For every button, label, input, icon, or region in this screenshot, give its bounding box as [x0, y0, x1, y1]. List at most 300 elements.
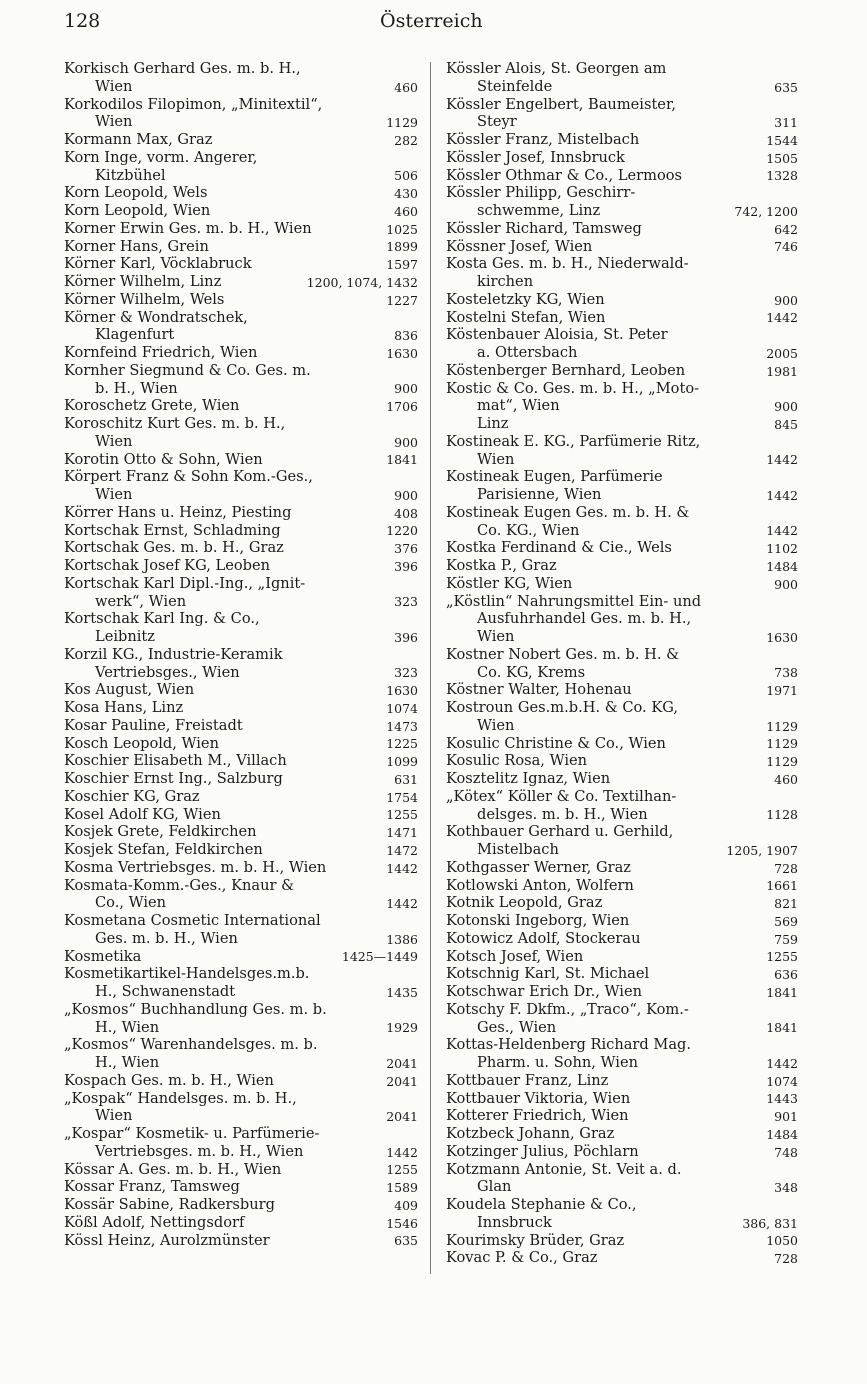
- entry-page-ref: 282: [390, 132, 418, 149]
- entry-name: Körner Wilhelm, Linz: [64, 273, 222, 290]
- entry-name: Kostner Nobert Ges. m. b. H. &: [446, 645, 680, 663]
- entry-continuation: Innsbruck: [477, 1213, 552, 1231]
- entry-page-ref: 1129: [382, 114, 418, 131]
- directory-entry: [64, 770, 418, 788]
- directory-entry: [64, 681, 418, 699]
- directory-entry: [446, 1036, 798, 1072]
- entry-name: Köstenbauer Aloisia, St. Peter: [446, 326, 668, 344]
- directory-entry: [446, 735, 798, 753]
- entry-page-ref: 1328: [762, 167, 798, 184]
- entry-name: Kosjek Grete, Feldkirchen: [64, 823, 257, 841]
- entry-page-ref: 635: [390, 1232, 418, 1249]
- entry-name: Kortschak Karl Ing. & Co.,: [64, 610, 260, 628]
- directory-entry: [446, 894, 798, 912]
- directory-entry: [446, 912, 798, 930]
- directory-entry: [64, 965, 418, 1001]
- directory-entry: [446, 752, 798, 770]
- entry-page-ref: 1505: [762, 150, 798, 167]
- entry-name: Korotin Otto & Sohn, Wien: [64, 450, 263, 468]
- entry-name: Kosmetika: [64, 947, 142, 965]
- entry-name: Kostineak E. KG., Parfümerie Ritz,: [446, 432, 701, 450]
- entry-page-ref: 746: [770, 238, 798, 255]
- entry-name: Kostineak Eugen, Parfümerie: [446, 468, 663, 486]
- entry-name: Körner Wilhelm, Wels: [64, 290, 225, 308]
- entry-page-ref: 569: [770, 913, 798, 930]
- entry-page-ref: 1841: [762, 1019, 798, 1036]
- entry-page-ref: 323: [390, 593, 418, 610]
- entry-name: Kotzmann Antonie, St. Veit a. d.: [446, 1160, 682, 1178]
- entry-name: Kotzbeck Johann, Graz: [446, 1125, 615, 1142]
- entry-page-ref: 1205, 1907: [722, 842, 798, 859]
- entry-name: Kößl Adolf, Nettingsdorf: [64, 1213, 245, 1231]
- entry-page-ref: 1128: [762, 806, 798, 823]
- entry-continuation: Wien: [95, 113, 133, 131]
- entry-name: Koudela Stephanie & Co.,: [446, 1196, 637, 1213]
- entry-name: „Kospak“ Handelsges. m. b. H.,: [64, 1089, 297, 1107]
- directory-entry: [446, 255, 798, 291]
- entry-page-ref: 900: [390, 487, 418, 504]
- entry-page-ref: 1589: [382, 1179, 418, 1196]
- directory-entry: [64, 60, 418, 96]
- entry-page-ref: 1102: [762, 540, 798, 557]
- entry-continuation: werk“, Wien: [95, 592, 187, 610]
- entry-continuation: Wien: [477, 716, 515, 734]
- directory-entry: [446, 468, 798, 504]
- directory-entry: [446, 362, 798, 380]
- entry-continuation: Wien: [95, 432, 133, 450]
- entry-name: Kosma Vertriebsges. m. b. H., Wien: [64, 858, 327, 876]
- entry-name: Kotonski Ingeborg, Wien: [446, 912, 630, 929]
- entry-page-ref: 1129: [762, 718, 798, 735]
- entry-name: Kosar Pauline, Freistadt: [64, 716, 243, 734]
- entry-name: Koschier KG, Graz: [64, 787, 200, 805]
- entry-page-ref: 1200, 1074, 1432: [303, 274, 418, 291]
- directory-entry: [446, 557, 798, 575]
- directory-entry: [446, 184, 798, 220]
- entry-page-ref: 821: [770, 895, 798, 912]
- directory-entry: [64, 96, 418, 132]
- directory-entry: [64, 220, 418, 238]
- directory-entry: [64, 752, 418, 770]
- directory-entry: [446, 433, 798, 469]
- directory-entry: [64, 841, 418, 859]
- directory-entry: [64, 1161, 418, 1179]
- entry-page-ref: 728: [770, 1250, 798, 1267]
- entry-page-ref: 900: [770, 398, 798, 415]
- entry-continuation: a. Ottersbach: [477, 344, 578, 361]
- entry-page-ref: 900: [770, 576, 798, 593]
- directory-entry: [446, 788, 798, 824]
- entry-page-ref: 1129: [762, 753, 798, 770]
- entry-name: Kostroun Ges.m.b.H. & Co. KG,: [446, 699, 679, 716]
- entry-name: Koroschetz Grete, Wien: [64, 397, 240, 415]
- entry-name: Kotterer Friedrich, Wien: [446, 1107, 629, 1125]
- entry-name: Koschier Ernst Ing., Salzburg: [64, 770, 283, 787]
- entry-page-ref: 1929: [382, 1019, 418, 1036]
- entry-name: Kortschak Ges. m. b. H., Graz: [64, 539, 284, 557]
- entry-page-ref: 1981: [762, 363, 798, 380]
- entry-name: Korn Leopold, Wien: [64, 202, 211, 219]
- entry-name: Kössner Josef, Wien: [446, 237, 593, 255]
- entry-name: Kothgasser Werner, Graz: [446, 858, 631, 876]
- directory-entry: [64, 131, 418, 149]
- entry-page-ref: 635: [770, 79, 798, 96]
- entry-page-ref: 1099: [382, 753, 418, 770]
- directory-entry: [64, 1196, 418, 1214]
- entry-name: Kormann Max, Graz: [64, 131, 213, 148]
- entry-name: Kos August, Wien: [64, 681, 195, 699]
- entry-name: Kornfeind Friedrich, Wien: [64, 344, 258, 361]
- directory-entry: [64, 397, 418, 415]
- entry-name: Kosmetikartikel-Handelsges.m.b.: [64, 965, 310, 983]
- directory-entry: [446, 238, 798, 256]
- directory-entry: [446, 1072, 798, 1090]
- entry-continuation: Mistelbach: [477, 841, 559, 858]
- directory-entry: [64, 468, 418, 504]
- entry-page-ref: 1425—1449: [338, 948, 418, 965]
- directory-entry: [446, 770, 798, 788]
- entry-page-ref: 1471: [382, 824, 418, 841]
- entry-page-ref: 1220: [382, 522, 418, 539]
- entry-continuation: Pharm. u. Sohn, Wien: [477, 1054, 638, 1071]
- entry-name: Kosulic Christine & Co., Wien: [446, 734, 666, 752]
- entry-page-ref: 636: [770, 966, 798, 983]
- entry-name: Kospach Ges. m. b. H., Wien: [64, 1071, 274, 1089]
- directory-entry: [64, 344, 418, 362]
- directory-entry: [446, 149, 798, 167]
- entry-page-ref: 2005: [762, 345, 798, 362]
- directory-entry: [64, 273, 418, 291]
- entry-continuation: Klagenfurt: [95, 326, 175, 344]
- entry-page-ref: 1443: [762, 1090, 798, 1107]
- left-column: [64, 60, 418, 1249]
- directory-entry: [446, 1090, 798, 1108]
- entry-continuation: Kitzbühel: [95, 166, 166, 184]
- directory-entry: [446, 948, 798, 966]
- entry-name: Kössler Josef, Innsbruck: [446, 148, 625, 166]
- entry-name: Kotschnig Karl, St. Michael: [446, 965, 650, 983]
- entry-name: Kottas-Heldenberg Richard Mag.: [446, 1036, 692, 1054]
- entry-name: Kössler Engelbert, Baumeister,: [446, 95, 676, 113]
- entry-name: Korn Inge, vorm. Angerer,: [64, 148, 258, 166]
- entry-page-ref: 1754: [382, 789, 418, 806]
- directory-entry: [446, 96, 798, 132]
- directory-entry: [64, 451, 418, 469]
- entry-name: Kotschwar Erich Dr., Wien: [446, 983, 642, 1000]
- entry-page-ref: 2041: [382, 1073, 418, 1090]
- directory-entry: [446, 593, 798, 646]
- entry-page-ref: 1841: [382, 451, 418, 468]
- entry-page-ref: 1386: [382, 931, 418, 948]
- entry-page-ref: 386, 831: [738, 1215, 798, 1232]
- entry-page-ref: 1442: [762, 451, 798, 468]
- directory-entry: [64, 735, 418, 753]
- entry-name: Körpert Franz & Sohn Kom.-Ges.,: [64, 468, 313, 486]
- entry-continuation: kirchen: [477, 273, 534, 290]
- entry-page-ref: 1442: [382, 860, 418, 877]
- entry-name: Kosulic Rosa, Wien: [446, 752, 588, 770]
- entry-name: Kosch Leopold, Wien: [64, 734, 219, 752]
- entry-continuation: Vertriebsges., Wien: [95, 663, 240, 681]
- entry-continuation: H., Wien: [95, 1018, 160, 1036]
- directory-entry: [446, 983, 798, 1001]
- entry-page-ref: 631: [390, 771, 418, 788]
- entry-page-ref: 1899: [382, 238, 418, 255]
- directory-entry: [64, 788, 418, 806]
- directory-entry: [64, 1001, 418, 1037]
- entry-continuation: Ges., Wien: [477, 1018, 557, 1036]
- entry-name: Kössler Richard, Tamsweg: [446, 219, 642, 237]
- entry-name: Kostelni Stefan, Wien: [446, 308, 606, 326]
- entry-name: Koroschitz Kurt Ges. m. b. H.,: [64, 415, 286, 432]
- entry-page-ref: 1225: [382, 735, 418, 752]
- entry-name: Kössar A. Ges. m. b. H., Wien: [64, 1160, 282, 1178]
- directory-entry: [446, 965, 798, 983]
- directory-entry: [64, 557, 418, 575]
- entry-page-ref: 1706: [382, 398, 418, 415]
- directory-entry: [64, 575, 418, 611]
- entry-continuation: Glan: [477, 1178, 512, 1196]
- column-divider: [430, 62, 431, 1274]
- entry-name: Koschier Elisabeth M., Villach: [64, 752, 287, 770]
- directory-entry: [446, 1143, 798, 1161]
- entry-name: Kössler Franz, Mistelbach: [446, 131, 640, 148]
- entry-page-ref: 460: [390, 203, 418, 220]
- entry-page-ref: 1442: [762, 1055, 798, 1072]
- entry-page-ref: 738: [770, 664, 798, 681]
- entry-continuation: Wien: [95, 486, 133, 503]
- directory-entry: [64, 912, 418, 948]
- entry-page-ref: 1074: [762, 1073, 798, 1090]
- directory-entry: [446, 1161, 798, 1197]
- entry-page-ref: 900: [390, 434, 418, 451]
- entry-page-ref: 396: [390, 629, 418, 646]
- entry-page-ref: 748: [770, 1144, 798, 1161]
- entry-continuation: mat“, Wien: [477, 397, 560, 415]
- entry-page-ref: 1442: [762, 487, 798, 504]
- page-title: Österreich: [380, 10, 483, 32]
- entry-page-ref: 759: [770, 931, 798, 948]
- entry-page-ref: 742, 1200: [730, 203, 798, 220]
- entry-name: Kostineak Eugen Ges. m. b. H. &: [446, 503, 690, 521]
- entry-page-ref: 1255: [382, 806, 418, 823]
- directory-entry: [64, 149, 418, 185]
- entry-name: Kosel Adolf KG, Wien: [64, 805, 221, 823]
- directory-entry: [64, 415, 418, 451]
- directory-entry: [446, 575, 798, 593]
- directory-entry: [446, 167, 798, 185]
- entry-name: Kortschak Josef KG, Leoben: [64, 557, 270, 574]
- directory-entry: [446, 1125, 798, 1143]
- entry-name: Kosmata-Komm.-Ges., Knaur &: [64, 876, 295, 894]
- directory-entry: [64, 877, 418, 913]
- entry-continuation: Steinfelde: [477, 77, 553, 95]
- entry-name: Kössler Alois, St. Georgen am: [446, 60, 667, 77]
- entry-name: Korzil KG., Industrie-Keramik: [64, 645, 283, 663]
- entry-continuation: Wien: [95, 77, 133, 95]
- entry-continuation: Ges. m. b. H., Wien: [95, 929, 238, 947]
- entry-name: Kössler Philipp, Geschirr-: [446, 184, 636, 202]
- entry-name: „Kötex“ Köller & Co. Textilhan-: [446, 787, 677, 805]
- entry-page-ref: 311: [770, 114, 798, 131]
- entry-name: Kosjek Stefan, Feldkirchen: [64, 841, 263, 858]
- entry-page-ref: 2041: [382, 1108, 418, 1125]
- directory-entry: [446, 380, 798, 416]
- entry-name: „Kosmos“ Warenhandelsges. m. b.: [64, 1036, 318, 1054]
- entry-name: Korner Hans, Grein: [64, 237, 209, 255]
- entry-name: Kossar Franz, Tamsweg: [64, 1178, 240, 1196]
- directory-entry: [446, 415, 798, 433]
- entry-name: „Kosmos“ Buchhandlung Ges. m. b.: [64, 1000, 327, 1018]
- entry-name: Korn Leopold, Wels: [64, 184, 208, 202]
- entry-name: Kotnik Leopold, Graz: [446, 894, 603, 912]
- directory-entry: [64, 309, 418, 345]
- directory-entry: [64, 238, 418, 256]
- entry-page-ref: 728: [770, 860, 798, 877]
- directory-entry: [64, 806, 418, 824]
- entry-name: Kotsch Josef, Wien: [446, 947, 584, 965]
- entry-name: Korkodilos Filopimon, „Minitextil“,: [64, 95, 323, 113]
- entry-name: Kotlowski Anton, Wolfern: [446, 876, 634, 894]
- entry-page-ref: 1841: [762, 984, 798, 1001]
- directory-entry: [64, 255, 418, 273]
- entry-page-ref: 376: [390, 540, 418, 557]
- entry-page-ref: 1025: [382, 221, 418, 238]
- entry-name: Körner Karl, Vöcklabruck: [64, 255, 252, 273]
- entry-continuation: Wien: [477, 450, 515, 468]
- entry-name: Kossär Sabine, Radkersburg: [64, 1196, 275, 1213]
- directory-entry: [64, 291, 418, 309]
- directory-entry: [64, 948, 418, 966]
- entry-name: Korkisch Gerhard Ges. m. b. H.,: [64, 60, 301, 77]
- entry-page-ref: 1442: [382, 895, 418, 912]
- entry-page-ref: 1255: [382, 1161, 418, 1178]
- entry-continuation: Leibnitz: [95, 628, 155, 645]
- entry-name: Kotowicz Adolf, Stockerau: [446, 929, 641, 947]
- entry-name: Kotzinger Julius, Pöchlarn: [446, 1142, 639, 1160]
- directory-entry: [446, 930, 798, 948]
- entry-page-ref: 900: [770, 292, 798, 309]
- entry-name: Kosteletzky KG, Wien: [446, 290, 605, 308]
- entry-name: Kostka Ferdinand & Cie., Wels: [446, 539, 672, 557]
- entry-name: Kottbauer Franz, Linz: [446, 1071, 609, 1089]
- directory-entry: [446, 859, 798, 877]
- entry-page-ref: 460: [390, 79, 418, 96]
- entry-name: Kosmetana Cosmetic International: [64, 912, 321, 929]
- entry-page-ref: 836: [390, 327, 418, 344]
- entry-continuation: Co., Wien: [95, 894, 167, 912]
- entry-page-ref: 409: [390, 1197, 418, 1214]
- entry-name: Kortschak Karl Dipl.-Ing., „Ignit-: [64, 574, 306, 592]
- entry-page-ref: 642: [770, 221, 798, 238]
- entry-page-ref: 1546: [382, 1215, 418, 1232]
- entry-page-ref: 1472: [382, 842, 418, 859]
- entry-continuation: Steyr: [477, 113, 517, 131]
- entry-name: Kottbauer Viktoria, Wien: [446, 1089, 631, 1107]
- entry-name: Kornher Siegmund & Co. Ges. m.: [64, 361, 311, 379]
- entry-page-ref: 1484: [762, 1126, 798, 1143]
- entry-page-ref: 1971: [762, 682, 798, 699]
- entry-page-ref: 1544: [762, 132, 798, 149]
- directory-entry: [64, 184, 418, 202]
- entry-page-ref: 1661: [762, 877, 798, 894]
- directory-entry: [64, 202, 418, 220]
- entry-page-ref: 1442: [382, 1144, 418, 1161]
- entry-page-ref: 323: [390, 664, 418, 681]
- entry-continuation: delsges. m. b. H., Wien: [477, 805, 648, 823]
- directory-entry: [446, 1196, 798, 1232]
- directory-entry: [64, 859, 418, 877]
- directory-entry: [64, 646, 418, 682]
- entry-continuation: Ausfuhrhandel Ges. m. b. H.,: [477, 610, 692, 628]
- entry-continuation: Wien: [477, 628, 515, 645]
- entry-name: Köstner Walter, Hohenau: [446, 681, 632, 699]
- entry-page-ref: 348: [770, 1179, 798, 1196]
- entry-page-ref: 900: [390, 380, 418, 397]
- entry-name: Körner & Wondratschek,: [64, 308, 248, 326]
- directory-entry: [64, 1036, 418, 1072]
- directory-entry: [446, 131, 798, 149]
- directory-entry: [64, 504, 418, 522]
- entry-continuation: Co. KG, Krems: [477, 663, 586, 681]
- entry-continuation: schwemme, Linz: [477, 202, 601, 219]
- entry-name: Kostka P., Graz: [446, 557, 557, 574]
- entry-name: Kovac P. & Co., Graz: [446, 1249, 598, 1267]
- directory-entry: [64, 1232, 418, 1250]
- entry-name: Kothbauer Gerhard u. Gerhild,: [446, 823, 674, 841]
- directory-entry: [64, 1072, 418, 1090]
- entry-page-ref: 1255: [762, 948, 798, 965]
- entry-page-ref: 1442: [762, 309, 798, 326]
- entry-name: Korner Erwin Ges. m. b. H., Wien: [64, 219, 312, 237]
- directory-entry: [446, 539, 798, 557]
- entry-page-ref: 408: [390, 505, 418, 522]
- directory-entry: [64, 823, 418, 841]
- directory-entry: [446, 309, 798, 327]
- entry-page-ref: 506: [390, 167, 418, 184]
- entry-continuation: H., Wien: [95, 1054, 160, 1071]
- entry-name: Köstenberger Bernhard, Leoben: [446, 361, 686, 379]
- entry-page-ref: 1484: [762, 558, 798, 575]
- entry-page-ref: 1630: [762, 629, 798, 646]
- entry-continuation: Co. KG., Wien: [477, 521, 580, 539]
- directory-entry: [64, 1125, 418, 1161]
- entry-page-ref: 1227: [382, 292, 418, 309]
- entry-continuation: b. H., Wien: [95, 379, 178, 397]
- entry-name: Köstler KG, Wien: [446, 574, 573, 592]
- directory-entry: [446, 681, 798, 699]
- directory-entry: [64, 699, 418, 717]
- directory-entry: [446, 699, 798, 735]
- entry-page-ref: 430: [390, 185, 418, 202]
- entry-name: Kössl Heinz, Aurolzmünster: [64, 1231, 270, 1249]
- entry-page-ref: 1442: [762, 522, 798, 539]
- entry-continuation: Parisienne, Wien: [477, 486, 602, 503]
- entry-page-ref: 1473: [382, 718, 418, 735]
- directory-entry: [64, 539, 418, 557]
- entry-name: Kössler Othmar & Co., Lermoos: [446, 166, 683, 184]
- right-column: [446, 60, 798, 1267]
- directory-entry: [446, 1249, 798, 1267]
- entry-page-ref: 1435: [382, 984, 418, 1001]
- entry-name: „Kospar“ Kosmetik- u. Parfümerie-: [64, 1125, 320, 1142]
- entry-name: „Köstlin“ Nahrungsmittel Ein- und: [446, 592, 702, 610]
- directory-entry: [64, 1214, 418, 1232]
- entry-page-ref: 1129: [762, 735, 798, 752]
- directory-entry: [446, 220, 798, 238]
- entry-name: Kosta Ges. m. b. H., Niederwald-: [446, 255, 689, 273]
- entry-continuation: H., Schwanenstadt: [95, 983, 236, 1000]
